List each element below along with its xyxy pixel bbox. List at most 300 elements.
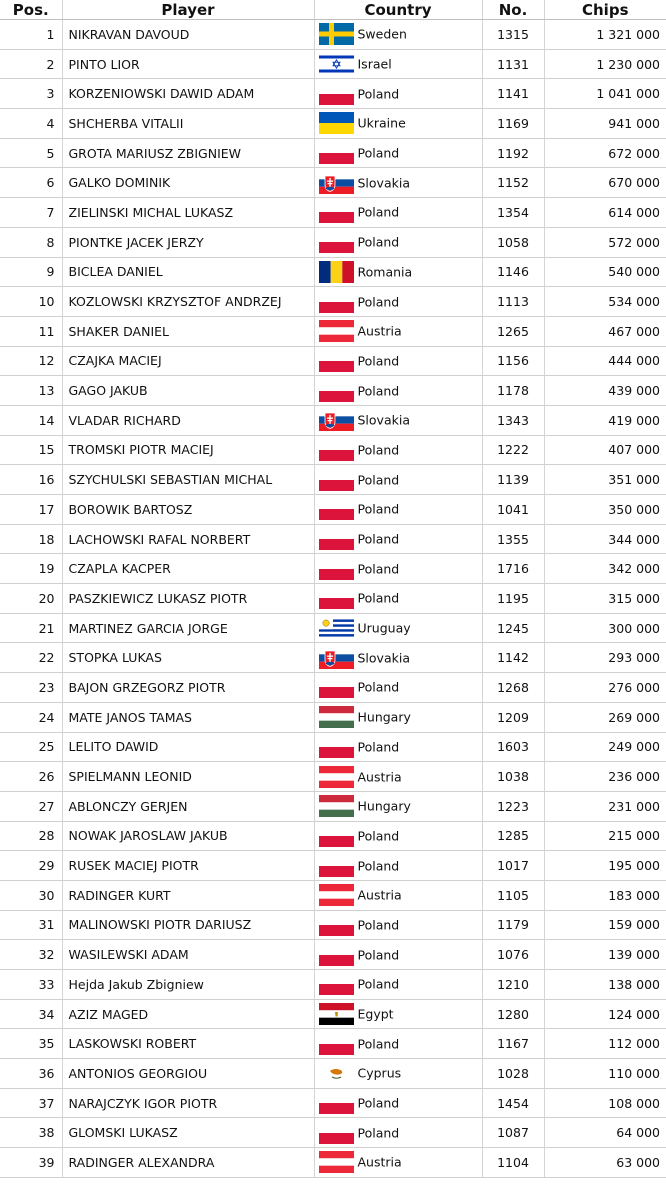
table-row [0, 821, 666, 851]
country-name: Poland [357, 145, 400, 161]
country-cell [314, 643, 482, 673]
country-name: Poland [357, 1125, 400, 1141]
country-cell [314, 762, 482, 792]
player-number-cell: 1210 [482, 970, 544, 1000]
country-cell [314, 673, 482, 703]
country-cell [314, 79, 482, 109]
position-cell: 10 [0, 287, 62, 317]
poland-flag-icon [319, 973, 354, 995]
player-name-cell: WASILEWSKI ADAM [62, 940, 314, 970]
austria-flag-icon [319, 766, 354, 788]
country-cell [314, 287, 482, 317]
player-name-cell: SHCHERBA VITALII [62, 109, 314, 139]
chip-count-cell: 439 000 [544, 376, 666, 406]
player-number-cell: 1209 [482, 702, 544, 732]
player-number-cell: 1076 [482, 940, 544, 970]
position-cell: 23 [0, 673, 62, 703]
table-row [0, 257, 666, 287]
position-cell: 14 [0, 405, 62, 435]
country-name: Cyprus [357, 1065, 402, 1081]
table-row [0, 435, 666, 465]
player-number-cell: 1280 [482, 999, 544, 1029]
header-pos: Pos. [0, 0, 62, 20]
table-row [0, 970, 666, 1000]
country-name: Poland [357, 442, 400, 458]
player-name-cell: KOZLOWSKI KRZYSZTOF ANDRZEJ [62, 287, 314, 317]
player-name-cell: BOROWIK BARTOSZ [62, 495, 314, 525]
table-row [0, 20, 666, 50]
poland-flag-icon [319, 1033, 354, 1055]
table-row [0, 287, 666, 317]
country-name: Poland [357, 383, 400, 399]
table-row [0, 405, 666, 435]
romania-flag-icon [319, 261, 354, 283]
table-row [0, 168, 666, 198]
player-number-cell: 1104 [482, 1148, 544, 1178]
country-name: Romania [357, 264, 413, 280]
player-name-cell: KORZENIOWSKI DAWID ADAM [62, 79, 314, 109]
player-name-cell: RADINGER KURT [62, 880, 314, 910]
position-cell: 2 [0, 49, 62, 79]
poland-flag-icon [319, 558, 354, 580]
israel-flag-icon [319, 53, 354, 75]
position-cell: 13 [0, 376, 62, 406]
chip-count-cell: 444 000 [544, 346, 666, 376]
chip-count-cell: 350 000 [544, 495, 666, 525]
poland-flag-icon [319, 439, 354, 461]
country-name: Slovakia [357, 175, 410, 191]
player-name-cell: BAJON GRZEGORZ PIOTR [62, 673, 314, 703]
poland-flag-icon [319, 528, 354, 550]
player-number-cell: 1265 [482, 316, 544, 346]
chip-count-cell: 276 000 [544, 673, 666, 703]
chip-count-cell: 467 000 [544, 316, 666, 346]
player-number-cell: 1139 [482, 465, 544, 495]
country-name: Egypt [357, 1006, 394, 1022]
player-name-cell: LASKOWSKI ROBERT [62, 1029, 314, 1059]
position-cell: 29 [0, 851, 62, 881]
uruguay-flag-icon [319, 617, 354, 639]
player-name-cell: AZIZ MAGED [62, 999, 314, 1029]
position-cell: 6 [0, 168, 62, 198]
country-cell [314, 346, 482, 376]
player-name-cell: GAGO JAKUB [62, 376, 314, 406]
position-cell: 26 [0, 762, 62, 792]
chip-count-cell: 407 000 [544, 435, 666, 465]
poland-flag-icon [319, 914, 354, 936]
country-name: Poland [357, 204, 400, 220]
player-number-cell: 1355 [482, 524, 544, 554]
player-name-cell: PASZKIEWICZ LUKASZ PIOTR [62, 584, 314, 614]
position-cell: 22 [0, 643, 62, 673]
country-name: Poland [357, 1036, 400, 1052]
chip-count-cell: 108 000 [544, 1088, 666, 1118]
chip-count-cell: 315 000 [544, 584, 666, 614]
table-row [0, 940, 666, 970]
chip-count-cell: 540 000 [544, 257, 666, 287]
chip-count-cell: 139 000 [544, 940, 666, 970]
position-cell: 8 [0, 227, 62, 257]
country-cell [314, 1148, 482, 1178]
table-row [0, 495, 666, 525]
position-cell: 39 [0, 1148, 62, 1178]
austria-flag-icon [319, 320, 354, 342]
chip-count-cell: 1 321 000 [544, 20, 666, 50]
country-cell [314, 524, 482, 554]
egypt-flag-icon [319, 1003, 354, 1025]
player-name-cell: GROTA MARIUSZ ZBIGNIEW [62, 138, 314, 168]
player-name-cell: SPIELMANN LEONID [62, 762, 314, 792]
player-number-cell: 1343 [482, 405, 544, 435]
position-cell: 28 [0, 821, 62, 851]
player-number-cell: 1179 [482, 910, 544, 940]
header-player: Player [62, 0, 314, 20]
table-row [0, 198, 666, 228]
table-row [0, 762, 666, 792]
country-name: Poland [357, 976, 400, 992]
table-row [0, 138, 666, 168]
player-name-cell: NIKRAVAN DAVOUD [62, 20, 314, 50]
country-name: Poland [357, 353, 400, 369]
player-name-cell: GLOMSKI LUKASZ [62, 1118, 314, 1148]
slovakia-flag-icon [319, 172, 354, 194]
poland-flag-icon [319, 587, 354, 609]
player-number-cell: 1058 [482, 227, 544, 257]
country-cell [314, 1059, 482, 1089]
table-row [0, 79, 666, 109]
country-name: Poland [357, 294, 400, 310]
chip-count-cell: 670 000 [544, 168, 666, 198]
player-name-cell: RADINGER ALEXANDRA [62, 1148, 314, 1178]
chip-count-cell: 112 000 [544, 1029, 666, 1059]
table-row [0, 1029, 666, 1059]
player-name-cell: NOWAK JAROSLAW JAKUB [62, 821, 314, 851]
poland-flag-icon [319, 1092, 354, 1114]
chip-count-cell: 941 000 [544, 109, 666, 139]
position-cell: 38 [0, 1118, 62, 1148]
country-cell [314, 316, 482, 346]
position-cell: 24 [0, 702, 62, 732]
table-row [0, 1118, 666, 1148]
player-number-cell: 1041 [482, 495, 544, 525]
player-number-cell: 1167 [482, 1029, 544, 1059]
position-cell: 9 [0, 257, 62, 287]
country-cell [314, 198, 482, 228]
position-cell: 32 [0, 940, 62, 970]
table-row [0, 613, 666, 643]
country-name: Poland [357, 739, 400, 755]
position-cell: 20 [0, 584, 62, 614]
country-name: Poland [357, 947, 400, 963]
chip-count-cell: 159 000 [544, 910, 666, 940]
chip-count-cell: 419 000 [544, 405, 666, 435]
sweden-flag-icon [319, 23, 354, 45]
chip-count-cell: 534 000 [544, 287, 666, 317]
country-cell [314, 49, 482, 79]
player-number-cell: 1603 [482, 732, 544, 762]
position-cell: 35 [0, 1029, 62, 1059]
chip-count-cell: 344 000 [544, 524, 666, 554]
poland-flag-icon [319, 231, 354, 253]
country-cell [314, 495, 482, 525]
table-row [0, 109, 666, 139]
player-name-cell: PINTO LIOR [62, 49, 314, 79]
country-name: Austria [357, 769, 402, 785]
country-cell [314, 584, 482, 614]
poland-flag-icon [319, 142, 354, 164]
hungary-flag-icon [319, 795, 354, 817]
player-name-cell: VLADAR RICHARD [62, 405, 314, 435]
chip-count-cell: 215 000 [544, 821, 666, 851]
position-cell: 33 [0, 970, 62, 1000]
poland-flag-icon [319, 825, 354, 847]
player-name-cell: TROMSKI PIOTR MACIEJ [62, 435, 314, 465]
player-name-cell: GALKO DOMINIK [62, 168, 314, 198]
country-cell [314, 20, 482, 50]
country-cell [314, 405, 482, 435]
country-cell [314, 999, 482, 1029]
player-name-cell: SHAKER DANIEL [62, 316, 314, 346]
poland-flag-icon [319, 498, 354, 520]
country-name: Poland [357, 858, 400, 874]
country-name: Poland [357, 86, 400, 102]
chip-count-cell: 110 000 [544, 1059, 666, 1089]
player-number-cell: 1142 [482, 643, 544, 673]
country-cell [314, 227, 482, 257]
player-name-cell: STOPKA LUKAS [62, 643, 314, 673]
player-number-cell: 1192 [482, 138, 544, 168]
player-name-cell: ZIELINSKI MICHAL LUKASZ [62, 198, 314, 228]
chip-count-cell: 1 041 000 [544, 79, 666, 109]
player-name-cell: LACHOWSKI RAFAL NORBERT [62, 524, 314, 554]
player-number-cell: 1169 [482, 109, 544, 139]
country-name: Poland [357, 679, 400, 695]
country-cell [314, 910, 482, 940]
position-cell: 7 [0, 198, 62, 228]
player-name-cell: ANTONIOS GEORGIOU [62, 1059, 314, 1089]
player-number-cell: 1315 [482, 20, 544, 50]
player-number-cell: 1146 [482, 257, 544, 287]
country-cell [314, 970, 482, 1000]
chip-count-cell: 236 000 [544, 762, 666, 792]
country-name: Poland [357, 1095, 400, 1111]
table-row [0, 1148, 666, 1178]
header-country: Country [314, 0, 482, 20]
country-cell [314, 880, 482, 910]
poland-flag-icon [319, 83, 354, 105]
position-cell: 31 [0, 910, 62, 940]
table-row [0, 999, 666, 1029]
table-row [0, 346, 666, 376]
header-no: No. [482, 0, 544, 20]
player-number-cell: 1223 [482, 791, 544, 821]
player-name-cell: ABLONCZY GERJEN [62, 791, 314, 821]
table-row [0, 702, 666, 732]
table-body [0, 20, 666, 1178]
chip-count-cell: 269 000 [544, 702, 666, 732]
position-cell: 25 [0, 732, 62, 762]
position-cell: 4 [0, 109, 62, 139]
chip-count-cell: 231 000 [544, 791, 666, 821]
country-name: Austria [357, 887, 402, 903]
country-cell [314, 940, 482, 970]
position-cell: 16 [0, 465, 62, 495]
country-name: Uruguay [357, 620, 411, 636]
player-number-cell: 1087 [482, 1118, 544, 1148]
player-name-cell: CZAPLA KACPER [62, 554, 314, 584]
country-cell [314, 376, 482, 406]
country-name: Hungary [357, 709, 411, 725]
chip-count-cell: 249 000 [544, 732, 666, 762]
poland-flag-icon [319, 676, 354, 698]
table-row [0, 643, 666, 673]
country-name: Ukraine [357, 115, 406, 131]
chip-count-cell: 351 000 [544, 465, 666, 495]
position-cell: 1 [0, 20, 62, 50]
table-row [0, 732, 666, 762]
country-name: Sweden [357, 26, 407, 42]
position-cell: 11 [0, 316, 62, 346]
header-row [0, 0, 666, 20]
player-name-cell: CZAJKA MACIEJ [62, 346, 314, 376]
player-number-cell: 1028 [482, 1059, 544, 1089]
hungary-flag-icon [319, 706, 354, 728]
table-row [0, 465, 666, 495]
position-cell: 27 [0, 791, 62, 821]
austria-flag-icon [319, 1151, 354, 1173]
poland-flag-icon [319, 1122, 354, 1144]
player-number-cell: 1268 [482, 673, 544, 703]
country-name: Hungary [357, 798, 411, 814]
position-cell: 36 [0, 1059, 62, 1089]
country-cell [314, 791, 482, 821]
chip-count-cell: 138 000 [544, 970, 666, 1000]
chip-count-cell: 183 000 [544, 880, 666, 910]
position-cell: 15 [0, 435, 62, 465]
country-cell [314, 821, 482, 851]
table-row [0, 791, 666, 821]
player-name-cell: MALINOWSKI PIOTR DARIUSZ [62, 910, 314, 940]
country-name: Slovakia [357, 650, 410, 666]
table-row [0, 910, 666, 940]
player-number-cell: 1131 [482, 49, 544, 79]
country-cell [314, 465, 482, 495]
player-number-cell: 1141 [482, 79, 544, 109]
austria-flag-icon [319, 884, 354, 906]
position-cell: 3 [0, 79, 62, 109]
chip-count-cell: 1 230 000 [544, 49, 666, 79]
country-name: Austria [357, 1154, 402, 1170]
country-cell [314, 554, 482, 584]
country-cell [314, 851, 482, 881]
table-row [0, 554, 666, 584]
poland-flag-icon [319, 944, 354, 966]
position-cell: 17 [0, 495, 62, 525]
position-cell: 18 [0, 524, 62, 554]
player-number-cell: 1105 [482, 880, 544, 910]
header-chips: Chips [544, 0, 666, 20]
ukraine-flag-icon [319, 112, 354, 134]
country-name: Austria [357, 323, 402, 339]
country-name: Slovakia [357, 412, 410, 428]
table-row [0, 316, 666, 346]
player-number-cell: 1245 [482, 613, 544, 643]
player-name-cell: MATE JANOS TAMAS [62, 702, 314, 732]
poland-flag-icon [319, 380, 354, 402]
country-name: Poland [357, 531, 400, 547]
table-row [0, 584, 666, 614]
table-row [0, 1088, 666, 1118]
country-name: Israel [357, 56, 392, 72]
player-number-cell: 1716 [482, 554, 544, 584]
player-name-cell: MARTINEZ GARCIA JORGE [62, 613, 314, 643]
poland-flag-icon [319, 291, 354, 313]
poland-flag-icon [319, 855, 354, 877]
country-name: Poland [357, 501, 400, 517]
position-cell: 5 [0, 138, 62, 168]
cyprus-flag-icon [319, 1062, 354, 1084]
player-number-cell: 1222 [482, 435, 544, 465]
country-cell [314, 613, 482, 643]
player-number-cell: 1195 [482, 584, 544, 614]
slovakia-flag-icon [319, 647, 354, 669]
table-row [0, 49, 666, 79]
country-name: Poland [357, 472, 400, 488]
player-number-cell: 1152 [482, 168, 544, 198]
position-cell: 21 [0, 613, 62, 643]
country-name: Poland [357, 590, 400, 606]
player-number-cell: 1038 [482, 762, 544, 792]
player-name-cell: BICLEA DANIEL [62, 257, 314, 287]
chip-count-cell: 300 000 [544, 613, 666, 643]
country-cell [314, 1118, 482, 1148]
table-row [0, 880, 666, 910]
country-cell [314, 109, 482, 139]
country-cell [314, 435, 482, 465]
chip-count-cell: 572 000 [544, 227, 666, 257]
chip-count-cell: 672 000 [544, 138, 666, 168]
player-number-cell: 1156 [482, 346, 544, 376]
position-cell: 34 [0, 999, 62, 1029]
poland-flag-icon [319, 350, 354, 372]
table-row [0, 227, 666, 257]
player-number-cell: 1113 [482, 287, 544, 317]
poland-flag-icon [319, 201, 354, 223]
country-cell [314, 702, 482, 732]
chip-count-cell: 64 000 [544, 1118, 666, 1148]
player-number-cell: 1285 [482, 821, 544, 851]
table-row [0, 376, 666, 406]
position-cell: 19 [0, 554, 62, 584]
table-row [0, 1059, 666, 1089]
country-cell [314, 1088, 482, 1118]
chip-count-cell: 614 000 [544, 198, 666, 228]
player-name-cell: Hejda Jakub Zbigniew [62, 970, 314, 1000]
table-row [0, 673, 666, 703]
player-name-cell: SZYCHULSKI SEBASTIAN MICHAL [62, 465, 314, 495]
table-row [0, 851, 666, 881]
poland-flag-icon [319, 469, 354, 491]
player-name-cell: RUSEK MACIEJ PIOTR [62, 851, 314, 881]
country-name: Poland [357, 234, 400, 250]
chip-count-cell: 63 000 [544, 1148, 666, 1178]
country-name: Poland [357, 828, 400, 844]
country-cell [314, 168, 482, 198]
table-row [0, 524, 666, 554]
slovakia-flag-icon [319, 409, 354, 431]
country-cell [314, 732, 482, 762]
chip-count-cell: 293 000 [544, 643, 666, 673]
